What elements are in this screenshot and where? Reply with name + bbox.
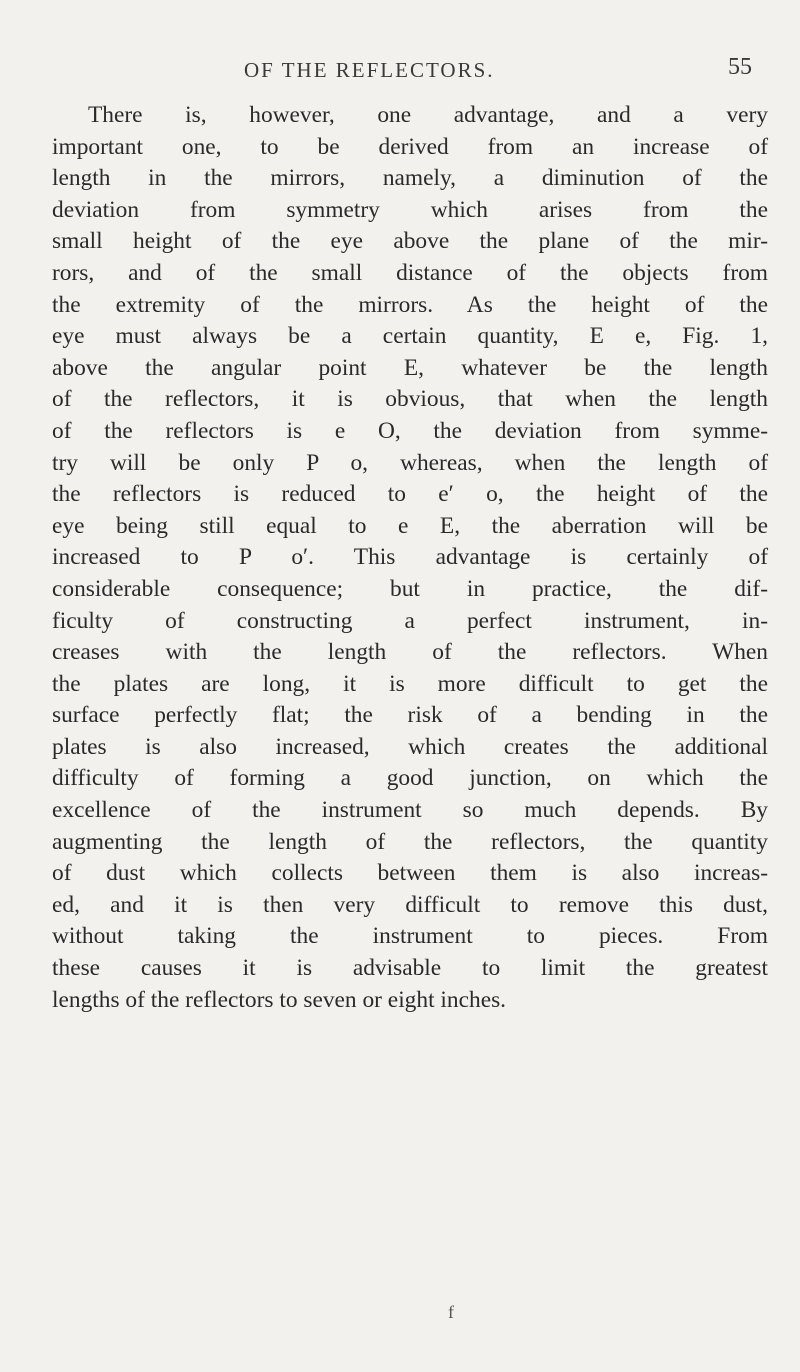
text-line: excellence of the instrument so much depends. By bbox=[52, 797, 768, 824]
text-line: augmenting the length of the reflectors, the quantity bbox=[52, 828, 768, 855]
text-line: considerable consequence; but in practice, the dif- bbox=[52, 575, 768, 602]
text-line: try will be only P o, whereas, when the length of bbox=[52, 449, 768, 476]
text-line: creases with the length of the reflectors. When bbox=[52, 639, 768, 666]
text-line: important one, to be derived from an increase of bbox=[52, 133, 768, 160]
text-line: of dust which collects between them is also increas- bbox=[52, 860, 768, 887]
text-line: surface perfectly flat; the risk of a bending in the bbox=[52, 702, 768, 729]
text-line: the plates are long, it is more difficult to get the bbox=[52, 670, 768, 697]
text-line: of the reflectors, it is obvious, that when the length bbox=[52, 386, 768, 413]
text-line: plates is also increased, which creates the additional bbox=[52, 733, 768, 760]
text-line: increased to P o′. This advantage is certainly of bbox=[52, 544, 768, 571]
text-line: of the reflectors is e O, the deviation from symme- bbox=[52, 417, 768, 444]
body-paragraph bbox=[52, 100, 768, 1016]
text-line: lengths of the reflectors to seven or eight inches. bbox=[52, 986, 507, 1013]
text-line: eye must always be a certain quantity, E e, Fig. 1, bbox=[52, 323, 768, 350]
text-line: the reflectors is reduced to e′ o, the height of the bbox=[52, 481, 768, 508]
running-head: OF THE REFLECTORS. bbox=[244, 58, 495, 82]
signature-mark: f bbox=[448, 1302, 454, 1322]
text-line: There is, however, one advantage, and a very bbox=[88, 102, 768, 128]
text-line: without taking the instrument to pieces. From bbox=[52, 923, 768, 950]
text-line: above the angular point E, whatever be the length bbox=[52, 354, 768, 381]
text-line: difficulty of forming a good junction, on which the bbox=[52, 765, 768, 792]
text-line: ed, and it is then very difficult to remove this dust, bbox=[52, 891, 768, 918]
text-line: these causes it is advisable to limit the greatest bbox=[52, 955, 768, 982]
text-line: length in the mirrors, namely, a diminution of the bbox=[52, 165, 768, 192]
text-line: the extremity of the mirrors. As the height of the bbox=[52, 291, 768, 318]
text-line: ficulty of constructing a perfect instrument, in- bbox=[52, 607, 768, 634]
text-line: eye being still equal to e E, the aberration will be bbox=[52, 512, 768, 539]
text-line: deviation from symmetry which arises from the bbox=[52, 196, 768, 223]
page-number: 55 bbox=[728, 54, 752, 80]
text-line: rors, and of the small distance of the objects from bbox=[52, 259, 768, 286]
text-line: small height of the eye above the plane of the mir- bbox=[52, 228, 768, 255]
